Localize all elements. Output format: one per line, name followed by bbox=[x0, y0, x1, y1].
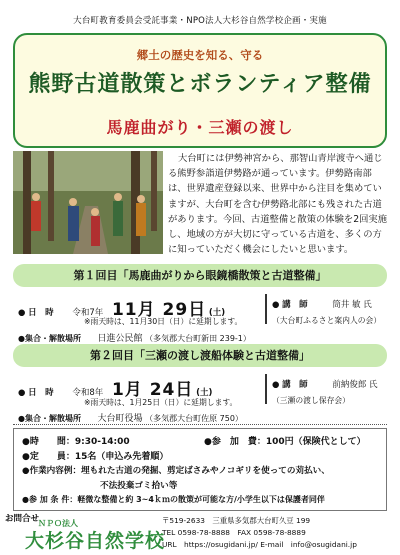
contact-web[interactable]: URL https://osugidani.jp/ E-mail info@osugidani.jp bbox=[162, 540, 357, 549]
lecturer-label: 講 師 bbox=[282, 380, 308, 390]
lecturer-org: （大台町ふるさと案内人の会） bbox=[272, 316, 382, 325]
contact-label: お問合せ bbox=[5, 514, 40, 524]
fee: ●参 加 費：100円（保険代として） bbox=[204, 437, 366, 447]
bullet-icon: ● bbox=[272, 300, 280, 310]
lecturer-name: 前納俊郎 氏 bbox=[332, 380, 378, 390]
conditions: ●参 加 条 件：軽微な整備と約 3~4ｋｍの散策が可能な方/小学生以下は保護者同伴 bbox=[22, 495, 325, 504]
capacity: ●定 員：15名（申込み先着順） bbox=[22, 452, 169, 462]
place: 大台町役場 bbox=[97, 414, 143, 424]
place-label: 集合・解散場所 bbox=[24, 334, 81, 343]
forest-trail-photo bbox=[13, 151, 163, 254]
dotted-divider bbox=[13, 424, 387, 425]
contact-address: 〒519-2633 三重県多気郡大台町久豆 199 bbox=[162, 516, 311, 525]
address: （多気郡大台町新田 239-1） bbox=[145, 334, 251, 343]
weekday: (土) bbox=[196, 388, 213, 398]
date-label: 日 時 bbox=[28, 388, 54, 398]
era: 令和7年 bbox=[72, 308, 104, 318]
date: 1月 24日 bbox=[111, 380, 194, 400]
contact-phone: TEL 0598-78-8888 FAX 0598-78-8889 bbox=[162, 528, 306, 537]
date-label: 日 時 bbox=[28, 308, 54, 318]
bullet-icon: ● bbox=[18, 414, 25, 423]
title-box bbox=[13, 33, 387, 148]
logo-subtext: ＮＰＯ法人 bbox=[38, 519, 78, 528]
lecturer-org: （三瀬の渡し保存会） bbox=[272, 396, 350, 405]
bullet-icon: ● bbox=[18, 308, 26, 318]
work-content-cont: 不法投棄ゴミ拾い等 bbox=[100, 481, 178, 491]
session2-lecturer-row bbox=[272, 378, 378, 390]
era: 令和8年 bbox=[72, 388, 104, 398]
lecturer-label: 講 師 bbox=[282, 300, 308, 310]
intro-text: 大台町には伊勢神宮から、那智山青岸渡寺へ通じる熊野参詣道伊勢路が通っています。伊勢路南部は、世界遺産登録以来、世界中から注目を集めていますが、大台町を含む伊勢路北部にも残された古道があります。今回、古道整備と散策の体験を2回実施し、地域の方が大切に守っている古道を、多くの方に知っていただく機会にしたいと思います。 bbox=[168, 153, 387, 256]
session1-place-row bbox=[18, 331, 251, 344]
details-box bbox=[13, 428, 387, 511]
address: （多気郡大台町佐原 750） bbox=[145, 414, 243, 423]
divider bbox=[265, 294, 267, 324]
place-label: 集合・解散場所 bbox=[24, 414, 81, 423]
divider bbox=[265, 374, 267, 404]
place: 日進公民館 bbox=[97, 334, 143, 344]
logo-wordmark: 大杉谷自然学校 bbox=[25, 530, 166, 552]
session2-heading: 第２回目「三瀬の渡し渡船体験と古道整備」 bbox=[13, 344, 387, 367]
date: 11月 29日 bbox=[111, 300, 207, 320]
bullet-icon: ● bbox=[18, 388, 26, 398]
lecturer-name: 筒井 敏 氏 bbox=[332, 300, 372, 310]
rain-note: ※雨天時は、11月30日（日）に延期します。 bbox=[84, 317, 243, 326]
weekday: (土) bbox=[208, 308, 226, 318]
time: ●時 間：9:30-14:00 bbox=[22, 437, 130, 447]
session1-heading: 第１回目「馬鹿曲がりから眼鏡橋散策と古道整備」 bbox=[13, 264, 387, 287]
session2-place-row bbox=[18, 411, 243, 424]
bullet-icon: ● bbox=[272, 380, 280, 390]
main-title: 熊野古道散策とボランティア整備 bbox=[28, 72, 372, 97]
tagline: 郷土の歴史を知る、守る bbox=[136, 48, 264, 62]
rain-note: ※雨天時は、1月25日（日）に延期します。 bbox=[84, 398, 238, 407]
organizer-line: 大台町教育委員会受託事業・NPO法人大杉谷自然学校企画・実施 bbox=[73, 16, 327, 26]
bullet-icon: ● bbox=[18, 334, 25, 343]
session1-lecturer-row bbox=[272, 298, 372, 310]
work-content: ●作業内容例：埋もれた古道の発掘、剪定ばさみやノコギリを使っての苅払い、 bbox=[22, 466, 330, 476]
subtitle: 馬鹿曲がり・三瀬の渡し bbox=[106, 118, 294, 137]
